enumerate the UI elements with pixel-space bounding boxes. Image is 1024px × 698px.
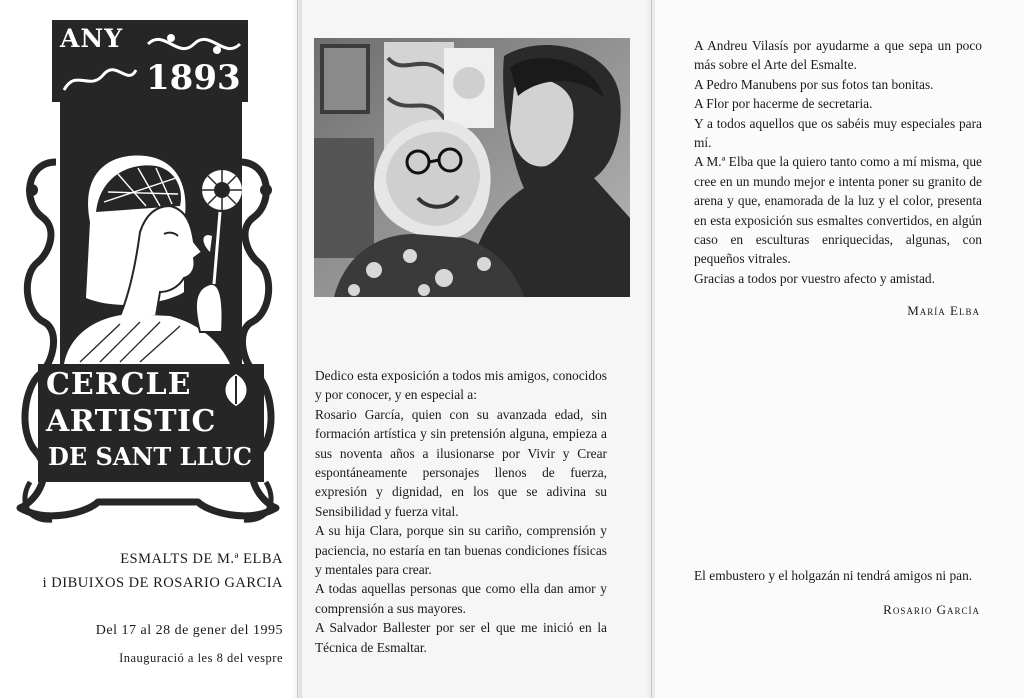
fold-shadow-right [645, 0, 655, 698]
vine-ornament-icon [60, 62, 140, 96]
dedication-paragraph: A Salvador Ballester por ser el que me inició en la Técnica de Esmaltar. [315, 620, 607, 655]
year-prefix: ANY [60, 24, 124, 53]
floral-ornament-icon [144, 24, 244, 64]
leaf-ornament-icon [216, 372, 256, 408]
dedication-paragraph: Rosario García, quien con su avanzada edad, sin formación artística y sin pretensión alguna, empieza a sus noventa años a ilusionarse por Vivir y Crear espontáneamente personajes llenos de fuerza, expresión y dignidad, en los que se adivina su Sensibilidad y fuerza vital. [315, 406, 607, 519]
poster-title-line3: DE SANT LLUC [48, 442, 253, 471]
acknowledgement-paragraph: A M.ª Elba que la quiero tanto como a mí misma, que cree en un mundo mejor e intenta poner su granito de arena y que, enamorada de la luz y el color, presenta en esta exposición sus esmaltes convertidos, en algún caso en esculturas enriquecidas, algunas, con pequeños vitrales. [694, 154, 982, 267]
dedication-paragraph: A todas aquellas personas que como ella dan amor y comprensión a sus mayores. [315, 581, 607, 616]
acknowledgement-paragraph: A Pedro Manubens por sus fotos tan bonitas. [694, 76, 934, 92]
signature-maria-elba: María Elba [907, 303, 980, 318]
year-number: 1893 [146, 58, 241, 98]
dedication-paragraph: A su hija Clara, porque sin su cariño, comprensión y paciencia, no estaría en tan buenas condiciones físicas y mentales para crear. [315, 523, 607, 578]
poster-illustration [8, 12, 290, 532]
signature-rosario-garcia: Rosario García [883, 602, 980, 617]
woman-profile-illustration [60, 102, 242, 364]
acknowledgement-paragraph: A Flor por hacerme de secretaria. [694, 96, 873, 112]
left-panel [0, 0, 297, 698]
acknowledgement-paragraph: Gracias a todos por vuestro afecto y amistad. [694, 270, 935, 286]
proverb-text: El embustero y el holgazán ni tendrá amigos ni pan. [694, 568, 973, 583]
dedication-paragraph: Dedico esta exposición a todos mis amigos, conocidos y por conocer, y en especial a: [315, 368, 607, 403]
exhibition-title-line1: ESMALTS DE M.ª ELBA [120, 551, 283, 567]
photograph-image [314, 38, 630, 297]
photograph-two-women [314, 38, 630, 297]
poster-title-line2: ARTISTIC [46, 404, 216, 439]
dedication-text [315, 366, 607, 657]
poster-title-line1: CERCLE [46, 367, 192, 402]
acknowledgement-paragraph: A Andreu Vilasís por ayudarme a que sepa un poco más sobre el Arte del Esmalte. [694, 38, 982, 73]
exhibition-opening: Inauguració a les 8 del vespre [119, 651, 283, 665]
acknowledgement-paragraph: Y a todos aquellos que os sabéis muy especiales para mí. [694, 115, 982, 151]
exhibition-title-line2: i DIBUIXOS DE ROSARIO GARCIA [42, 575, 283, 591]
fold-shadow-left [292, 0, 302, 698]
exhibition-dates: Del 17 al 28 de gener del 1995 [95, 623, 283, 638]
acknowledgements-text [694, 36, 982, 288]
